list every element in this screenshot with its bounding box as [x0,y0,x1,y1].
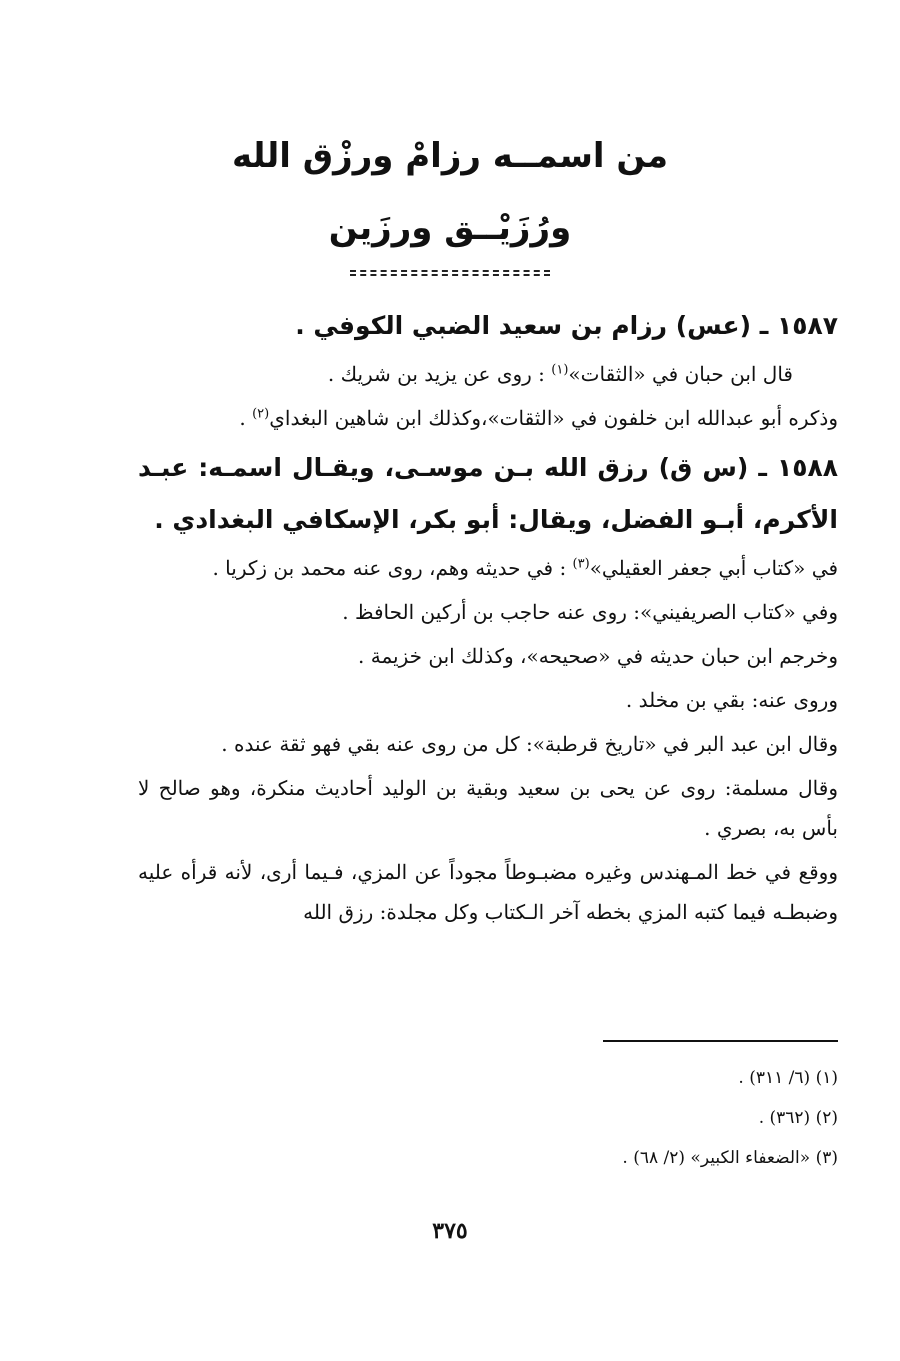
chapter-title-line-2: ورُزَيْــق ورزَين [328,208,572,248]
footnote-ref-1: (١) [551,362,569,378]
page-number: ٣٧٥ [432,1218,468,1244]
paragraph-text: : روى عن يزيد بن شريك . [327,362,552,386]
chapter-title [0,120,900,276]
paragraph-text: : في حديثه وهم، روى عنه محمد بن زكريا . [212,556,573,580]
entry-1588-paragraph-3: وخرجم ابن حبان حديثه في «صحيحه»، وكذلك ابن خزيمة . [358,644,838,668]
footnote-separator [603,1040,838,1042]
entry-1588-paragraph-1 [138,548,838,588]
footnote-ref-3: (٣) [572,556,590,572]
paragraph-text: وذكره أبو عبدالله ابن خلفون في «الثقات»،وكذلك ابن شاهين البغداي [269,406,838,430]
entry-1587-paragraph-1 [138,354,838,394]
paragraph-text: قال ابن حبان في «الثقات» [568,362,793,386]
chapter-title-line-1: من اسمــه رزامْ ورزْق الله [231,136,669,176]
footnote-ref-2: (٢) [252,406,270,422]
paragraph-text: في «كتاب أبي جعفر العقيلي» [589,556,838,580]
entry-1587-paragraph-2 [138,398,838,438]
entry-1588-paragraph-2: وفي «كتاب الصريفيني»: روى عنه حاجب بن أركين الحافظ . [342,600,838,624]
entry-heading-1587: ١٥٨٧ ـ (عس) رزام بن سعيد الضبي الكوفي . [295,311,838,340]
footnote-1: (١) (٦/ ٣١١) . [738,1068,838,1088]
paragraph-text: . [239,406,253,430]
footnote-3: (٣) «الضعفاء الكبير» (٢/ ٦٨) . [622,1148,838,1168]
entry-1588-paragraph-6: وقال مسلمة: روى عن يحى بن سعيد وبقية بن الوليد أحاديث منكرة، وهو صالح لا بأس به، بصري . [138,776,838,840]
title-underline-divider [350,270,550,276]
entry-heading-1588: ١٥٨٨ ـ (س ق) رزق الله بـن موسـى، ويقـال اسمـه: عبـد الأكرم، أبـو الفضل، ويقال: أبو بكر، الإسكافي البغدادي . [138,453,838,534]
main-text [138,300,838,936]
entry-1588-paragraph-5: وقال ابن عبد البر في «تاريخ قرطبة»: كل من روى عنه بقي فهو ثقة عنده . [221,732,838,756]
footnotes [138,1058,838,1178]
entry-1588-paragraph-4: وروى عنه: بقي بن مخلد . [625,688,838,712]
footnote-2: (٢) (٣٦٢) . [758,1108,838,1128]
entry-1588-paragraph-7: ووقع في خط المـهندس وغيره مضبـوطاً مجوداً عن المزي، فـيما أرى، لأنه قرأه عليه وضبطـه فيما كتبه المزي بخطه آخر الـكتاب وكل مجلدة: رزق الله [138,860,838,924]
